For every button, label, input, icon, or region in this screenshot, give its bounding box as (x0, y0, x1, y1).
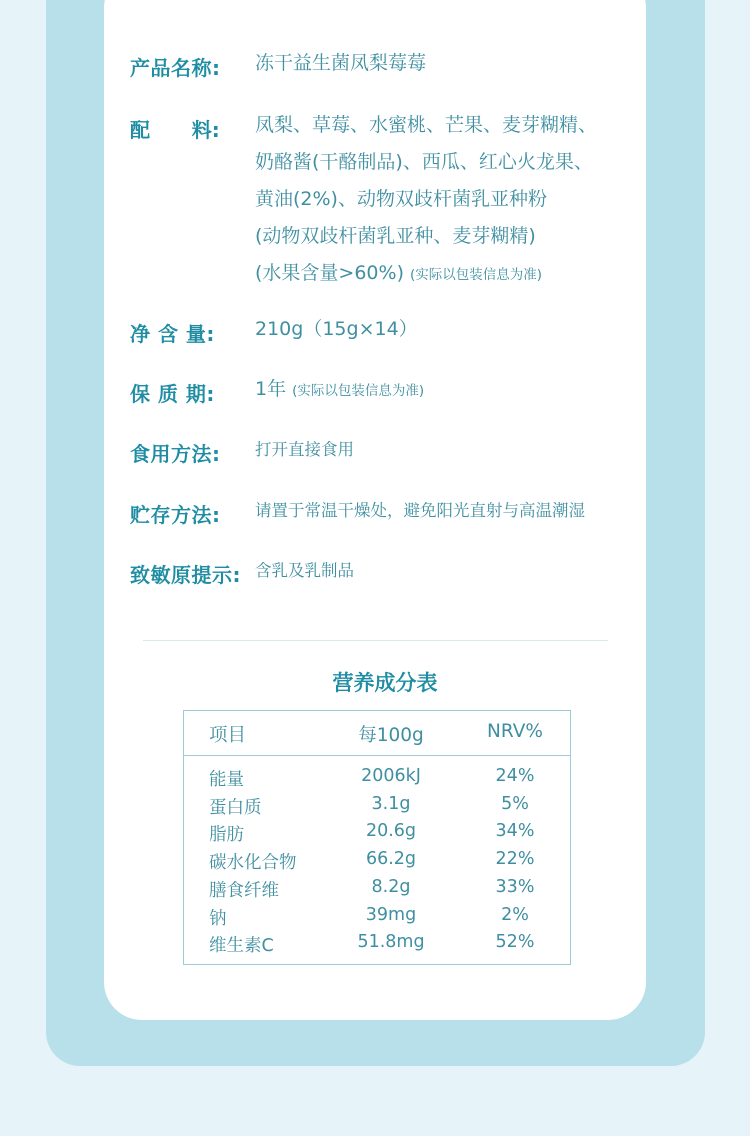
nutrient-amount: 8.2g (371, 876, 411, 897)
ingredients-line: (动物双歧杆菌乳亚种、麦芽糊精) (255, 225, 536, 247)
nutrient-nrv: 2% (501, 904, 529, 925)
net-content-label: 净 含 量: (130, 322, 215, 346)
table-row (184, 905, 570, 932)
shelf-life-value (255, 371, 424, 410)
nutrient-amount: 3.1g (371, 793, 411, 814)
usage-value: 打开直接食用 (255, 440, 354, 459)
nutrient-name: 膳食纤维 (209, 880, 279, 901)
nutrient-nrv: 22% (495, 849, 535, 870)
nutrient-amount: 2006kJ (361, 766, 421, 786)
nutrient-nrv: 34% (495, 821, 535, 842)
table-row (184, 932, 570, 959)
nutrient-name: 碳水化合物 (209, 853, 297, 874)
header-item: 项目 (209, 725, 247, 746)
ingredients-line: 凤梨、草莓、水蜜桃、芒果、麦芽糊精、 (255, 114, 598, 136)
nutrient-nrv: 33% (495, 876, 535, 897)
header-per100g: 每100g (358, 725, 424, 746)
table-row (184, 821, 570, 848)
ingredients-note: (实际以包装信息为准) (410, 267, 543, 283)
ingredients-line (255, 255, 597, 294)
ingredients-label: 配 料: (130, 118, 220, 142)
net-content-value: 210g（15g×14） (255, 318, 418, 340)
allergen-label: 致敏原提示: (130, 563, 241, 587)
nutrient-name: 钠 (209, 908, 227, 929)
nutrient-amount: 20.6g (365, 821, 417, 842)
fruit-content: (水果含量>60%) (255, 262, 404, 284)
shelf-life-text: 1年 (255, 378, 287, 400)
nutrition-title: 营养成分表 (332, 671, 438, 695)
nutrient-name: 能量 (209, 770, 244, 790)
nutrient-nrv: 24% (495, 766, 535, 786)
nutrient-amount: 51.8mg (357, 932, 425, 953)
ingredients-line: 黄油(2%)、动物双歧杆菌乳亚种粉 (255, 188, 547, 210)
nutrition-header-row (184, 711, 570, 756)
nutrition-table (183, 710, 571, 965)
header-nrv: NRV% (487, 721, 543, 742)
table-row (184, 877, 570, 904)
divider (143, 640, 608, 641)
product-name-value: 冻干益生菌凤梨莓莓 (255, 52, 427, 74)
table-row (184, 849, 570, 876)
nutrient-name: 脂肪 (209, 825, 244, 846)
nutrient-amount: 66.2g (365, 849, 417, 870)
shelf-life-note: (实际以包装信息为准) (292, 383, 425, 399)
table-row (184, 794, 570, 821)
ingredients-line: 奶酪酱(干酪制品)、西瓜、红心火龙果、 (255, 151, 593, 173)
nutrient-name: 维生素C (209, 936, 274, 957)
storage-label: 贮存方法: (130, 503, 221, 527)
nutrient-nrv: 5% (501, 793, 529, 814)
ingredients-value (255, 107, 597, 294)
nutrient-name: 蛋白质 (209, 797, 262, 818)
nutrient-nrv: 52% (495, 932, 535, 953)
nutrient-amount: 39mg (365, 904, 417, 925)
shelf-life-label: 保 质 期: (130, 382, 215, 406)
allergen-value: 含乳及乳制品 (255, 561, 354, 580)
storage-value: 请置于常温干燥处，避免阳光直射与高温潮湿 (255, 501, 585, 520)
table-row (184, 766, 570, 793)
usage-label: 食用方法: (130, 442, 221, 466)
product-name-label: 产品名称: (130, 56, 221, 80)
